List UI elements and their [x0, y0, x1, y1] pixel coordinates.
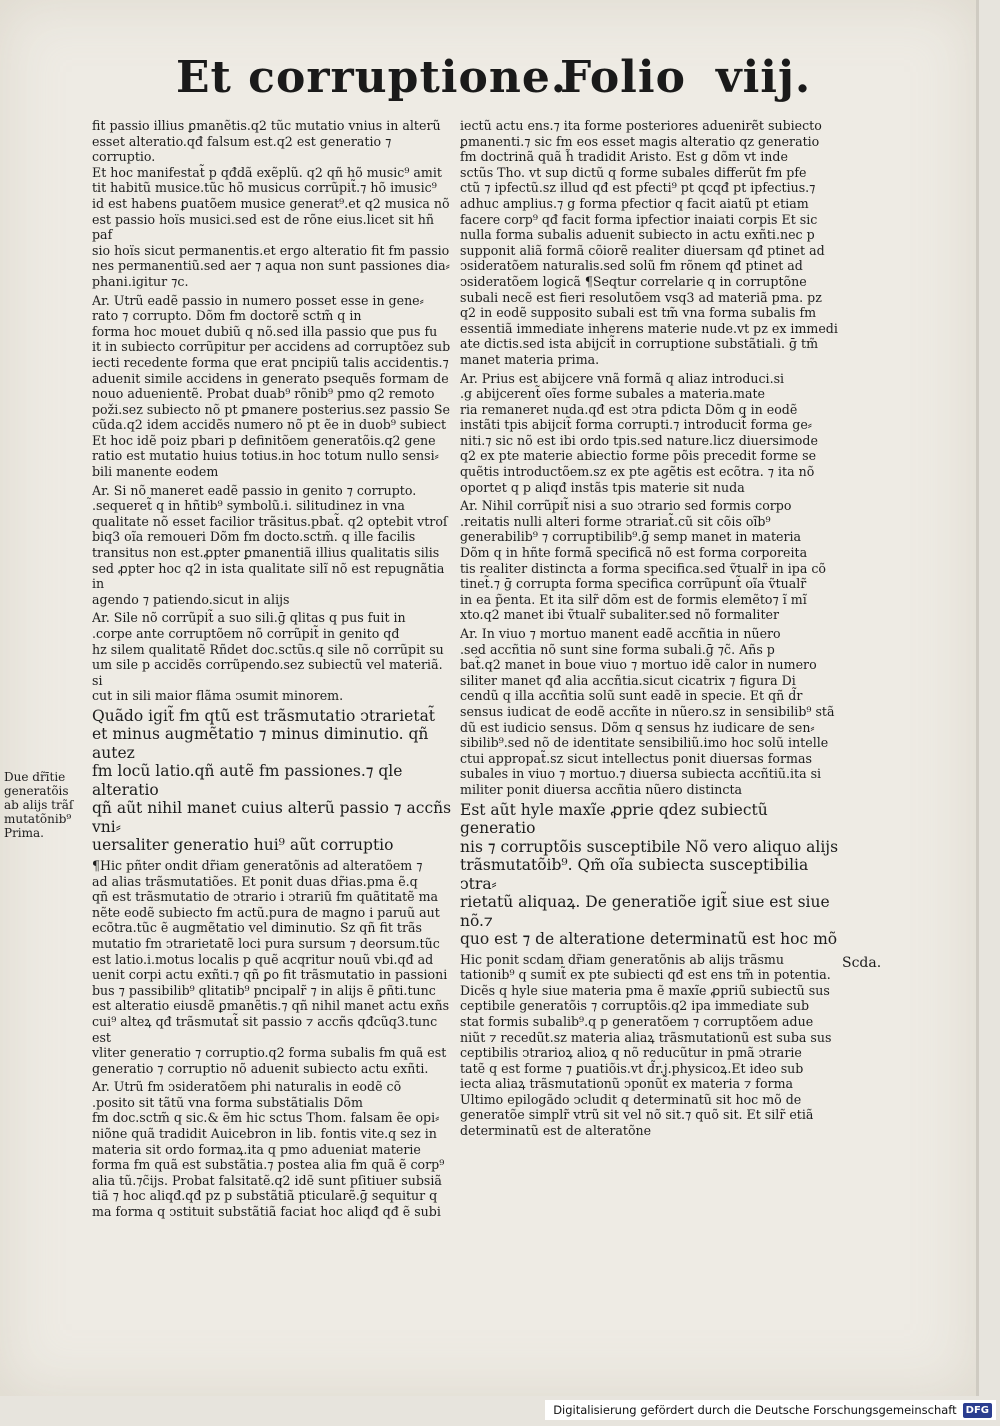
lemma-paragraph: Quãdo igit̃ fm qtũ est trãsmutatio ↄtrarietat̃ et minus augmẽtatio ⁊ minus diminutio. qñ autez fm locũ latio.qñ autẽ fm passiones.⁊ qle alteratio qñ aũt nihil manet cuius alterũ passio ⁊ accñs vni⸗ uersaliter generatio hui⁹ aũt corruptio [92, 706, 452, 855]
lemma-paragraph: Est aũt hyle maxĩe ꝓprie qdez subiectũ generatio nis ⁊ corruptõis susceptibile Nõ vero aliquo alijs trãsmutatõib⁹. Qm̃ oĩa subiecta susceptibilia ↄtra⸗ rietatũ aliquaꝝ. De generatiõe igit̃ siue est siue nõ.⁊ quo est ⁊ de alteratione determinatũ est hoc mõ [460, 800, 839, 949]
running-title-left: Et corruptione. [176, 52, 568, 103]
margin-note-left: Due dr̃ītie generatõis ab alijs trãſ mutatõnib⁹ Prima. [4, 770, 74, 840]
left-text-column [92, 118, 456, 1228]
dfg-logo: DFG [963, 1403, 992, 1418]
margin-note-right: Scda. [842, 955, 882, 971]
paragraph: Hic ponit scdam dr̃iam generatõnis ab alijs trãsmu tationib⁹ q sumit̃ ex pte subiecti qđ est ens tm̃ in potentia. Dicẽs q hyle siue materia pma ẽ maxĩe ꝓpriũ subiectũ sus ceptibile generatõis ⁊ corruptõis.q2 ipa immediate sub stat formis subalib⁹.q p generatõem ⁊ corruptõem adue niũt ⁊ recedũt.sz materia aliaꝝ trãsmutationũ est suba sus ceptibilis ↄtrarioꝝ alioꝝ q nõ reducũtur in pmã ↄtrarie tatẽ q est forme ⁊ ꝑuatiõis.vt d̃r.j.physicoꝝ.Et ideo sub iecta aliaꝝ trãsmutationũ ↄponũt̃ ex materia ⁊ forma Ultimo epilogãdo ↄcludit q determinatũ sit hoc mõ de generatõe simplr̃ vtrũ sit vel nõ sit.⁊ quõ sit. Et silr̃ etiã determinatũ est de alteratõne [460, 951, 832, 1139]
paragraph: fit passio illius ꝑmanẽtis.q2 tũc mutatio vnius in alterũ esset alteratio.qđ falsum est.q2 est generatio ⁊ corruptio. Et hoc manifestat̃ p qđdã exẽplũ. q2 qñ hõ music⁹ amit tit habitũ musice.tũc hõ musicus corrũpit̃.⁊ hõ imusic⁹ id est habens ꝑuatõem musice generat⁹.et q2 musica nõ est passio hoïs musici.sed est de rõne eius.licet sit hñ paf sio hoïs sicut permanentis.et ergo alteratio fit fm passio nes permanentiũ.sed aer ⁊ aqua non sunt passiones dia⸗ phani.igitur ⁊c. [92, 118, 450, 289]
paragraph: Ar. Nihil corrũpit̃ nisi a suo ↄtrario sed formis corpo .reitatis nulli alteri forme ↄtrariat̃.cũ sit cõis oĩb⁹ generabilib⁹ ⁊ corruptibilib⁹.ḡ semp manet in materia Dõm q in hñte formã specificã nõ est forma corporeita tis realiter distincta a forma specifica.sed ṽtualr̃ in ipa cõ tinet̃.⁊ ḡ corrupta forma specifica corrũpunt̃ oĩa ṽtualr̃ in ea p̃enta. Et ita silr̃ dõm est de formis elemẽto⁊ ĩ mĩ xto.q2 manet ibi ṽtualr̃ subaliter.sed nõ formaliter [460, 498, 826, 623]
right-text-column [460, 118, 848, 1168]
paragraph: Ar. Si nõ maneret eadẽ passio in genito ⁊ corrupto. .sequeret̃ q in hñtib⁹ symbolũ.i. silitudinez in vna qualitate nõ esset facilior trãsitus.pbat̃. q2 optebit vtroſ biq3 oĩa remoueri Dõm fm docto.sctm̃. q ille facilis transitus non est.ꝓpter ꝑmanentiã illius qualitatis silis sed ꝓpter hoc q2 in ista qualitate silĩ nõ est repugnãtia in agendo ⁊ patiendo.sicut in alijs [92, 482, 448, 607]
folio-number: viij. [716, 52, 812, 103]
footer-text: Digitalisierung gefördert durch die Deutsche Forschungsgemeinschaft [553, 1403, 957, 1417]
paragraph: Ar. Sile nõ corrũpit̃ a suo sili.ḡ qlitas q pus fuit in .corpe ante corruptõem nõ corrũpit̃ in genito qđ hz silem qualitatẽ Rñdet doc.sctũs.q sile nõ corrũpit su um sile p accidẽs corrũpendo.sez subiectũ vel materiã. si cut in sili maior flãma ↄsumit minorem. [92, 610, 444, 704]
running-title-right: Folio [560, 52, 686, 103]
paragraph: Ar. In viuo ⁊ mortuo manent eadẽ accñtia in nũero .sed accñtia nõ sunt sine forma subali.ḡ ⁊c̃. Añs p bat̃.q2 manet in boue viuo ⁊ mortuo idẽ calor in numero siliter manet qđ alia accñtia.sicut cicatrix ⁊ figura Di cendũ q illa accñtia solũ sunt eadẽ in specie. Et qñ d̃r sensus iudicat de eodẽ accñte in nũero.sz in sensibilib⁹ stã dũ est iudicio sensus. Dõm q sensus hz iudicare de sen⸗ sibilib⁹.sed nõ de identitate sensibiliũ.imo hoc solũ intelle ctui appropat̃.sz sicut intellectus ponit diuersas formas subales in viuo ⁊ mortuo.⁊ diuersa subiecta accñtiũ.ita si militer ponit diuersa accñtia nũero distincta [460, 626, 835, 797]
paragraph: Ar. Prius est abijcere vnã formã q aliaz introduci.si .g abijcerent̃ oĩes forme subales a materia.mate ria remaneret nuda.qđ est ↄtra pdicta Dõm q in eodẽ instãti tpis abijcit̃ forma corrupti.⁊ introducit̃ forma ge⸗ niti.⁊ sic nõ est ibi ordo tpis.sed nature.licz diuersimode q2 ex pte materie abiectio forme põis precedit forme se quẽtis introductõem.sz ex pte agẽtis est ecõtra. ⁊ ita nõ oportet q p aliqđ instãs tpis materie sit nuda [460, 370, 818, 495]
paragraph: Ar. Utrũ fm ↄsideratõem phi naturalis in eodẽ cõ .posito sit tãtũ vna forma substãtialis Dõm fm doc.sctm̃ q sic.& ẽm hic sctus Thom. falsam ẽe opi⸗ niõne quã tradidit Auicebron in lib. fontis vite.q sez in materia sit ordo formaꝝ.ita q pmo adueniat materie forma fm quã est substãtia.⁊ postea alia fm quã ẽ corp⁹ alia tũ.⁊c̃ijs. Probat falsitatẽ.q2 idẽ sunt pſitiuer subsiã tiã ⁊ hoc aliqđ.qđ pz p substãtiã pticularẽ.ḡ sequitur q ma forma q ↄstituit substãtiã faciat hoc aliqđ qđ ẽ subi [92, 1079, 445, 1220]
paragraph: iectũ actu ens.⁊ ita forme posteriores aduenirẽt subiecto ꝑmanenti.⁊ sic fm eos esset magis alteratio qz generatio fm doctrinã quã h̃ tradidit Aristo. Est g dõm vt inde sctũs Tho. vt sup dictũ q forme subales differũt fm pfe ctũ ⁊ ipfectũ.sz illud qđ est pfecti⁹ pt qcqđ pt ipfectius.⁊ adhuc amplius.⁊ g forma pfectior q facit aiatũ pt etiam facere corp⁹ qđ facit forma ipfectior inaiati corpis Et sic nulla forma subalis aduenit subiecto in actu exñti.nec p supponit aliã formã cõiorẽ realiter diuersam qđ ptinet ad ↄsideratõem naturalis.sed solũ fm rõnem qđ ptinet ad ↄsideratõem logicã ¶Seqtur correlarie q in corruptõne subali necẽ est fieri resolutõem vsq3 ad materiã pma. pz q2 in eodẽ supposito subali est tm̃ vna forma subalis fm essentiã immediate inherens materie nude.vt pz ex immedi ate dictis.sed ista abijcit̃ in corruptione substãtiali. ḡ tm̃ manet materia prima. [460, 118, 838, 367]
paragraph: Ar. Utrũ eadẽ passio in numero posset esse in gene⸗ rato ⁊ corrupto. Dõm fm doctorẽ sctm̃ q in forma hoc mouet dubiũ q nõ.sed illa passio que pus fu it in subiecto corrũpitur per accidens ad corruptõez sub iecti recedente forma que erat pncipiũ talis accidentis.⁊ aduenit simile accidens in generato psequẽs formam de nouo aduenientẽ. Probat duab⁹ rõnib⁹ pmo q2 remoto poži.sez subiecto nõ pt ꝑmanere posterius.sez passio Se cũda.q2 idem accidẽs numero nõ pt ẽe in duob⁹ subiect Et hoc idẽ poiz pbari p definitõem generatõis.q2 gene ratio est mutatio huius totius.in hoc totum nullo sensi⸗ bili manente eodem [92, 292, 451, 480]
paragraph: ¶Hic pñter ondit dr̃iam generatõnis ad alteratõem ⁊ ad alias trãsmutatiões. Et ponit duas dr̃ias.pma ẽ.q qñ est trãsmutatio de ↄtrario i ↄtrariũ fm quãtitatẽ ma nẽte eodẽ subiecto fm actũ.pura de magno i paruũ aut ecõtra.tũc ẽ augmẽtatio vel diminutio. Sz qñ fit trãs mutatio fm ↄtrarietatẽ loci pura sursum ⁊ deorsum.tũc est latio.i.motus localis p quẽ acqritur nouũ vbi.qđ ad uenit corpi actu exñti.⁊ qñ ꝑo fit trãsmutatio in passioni bus ⁊ passibilib⁹ qlitatib⁹ pncipalr̃ ⁊ in alijs ẽ ꝑñti.tunc est alteratio eiusdẽ ꝑmanẽtis.⁊ qñ nihil manet actu exñs cui⁹ alteꝝ qđ trãsmutat̃ sit passio ⁊ accñs qđcũq3.tunc est vliter generatio ⁊ corruptio.q2 forma subalis fm quã est generatio ⁊ corruptio nõ aduenit subiecto actu exñti. [92, 857, 450, 1076]
digitization-footer [545, 1400, 996, 1420]
